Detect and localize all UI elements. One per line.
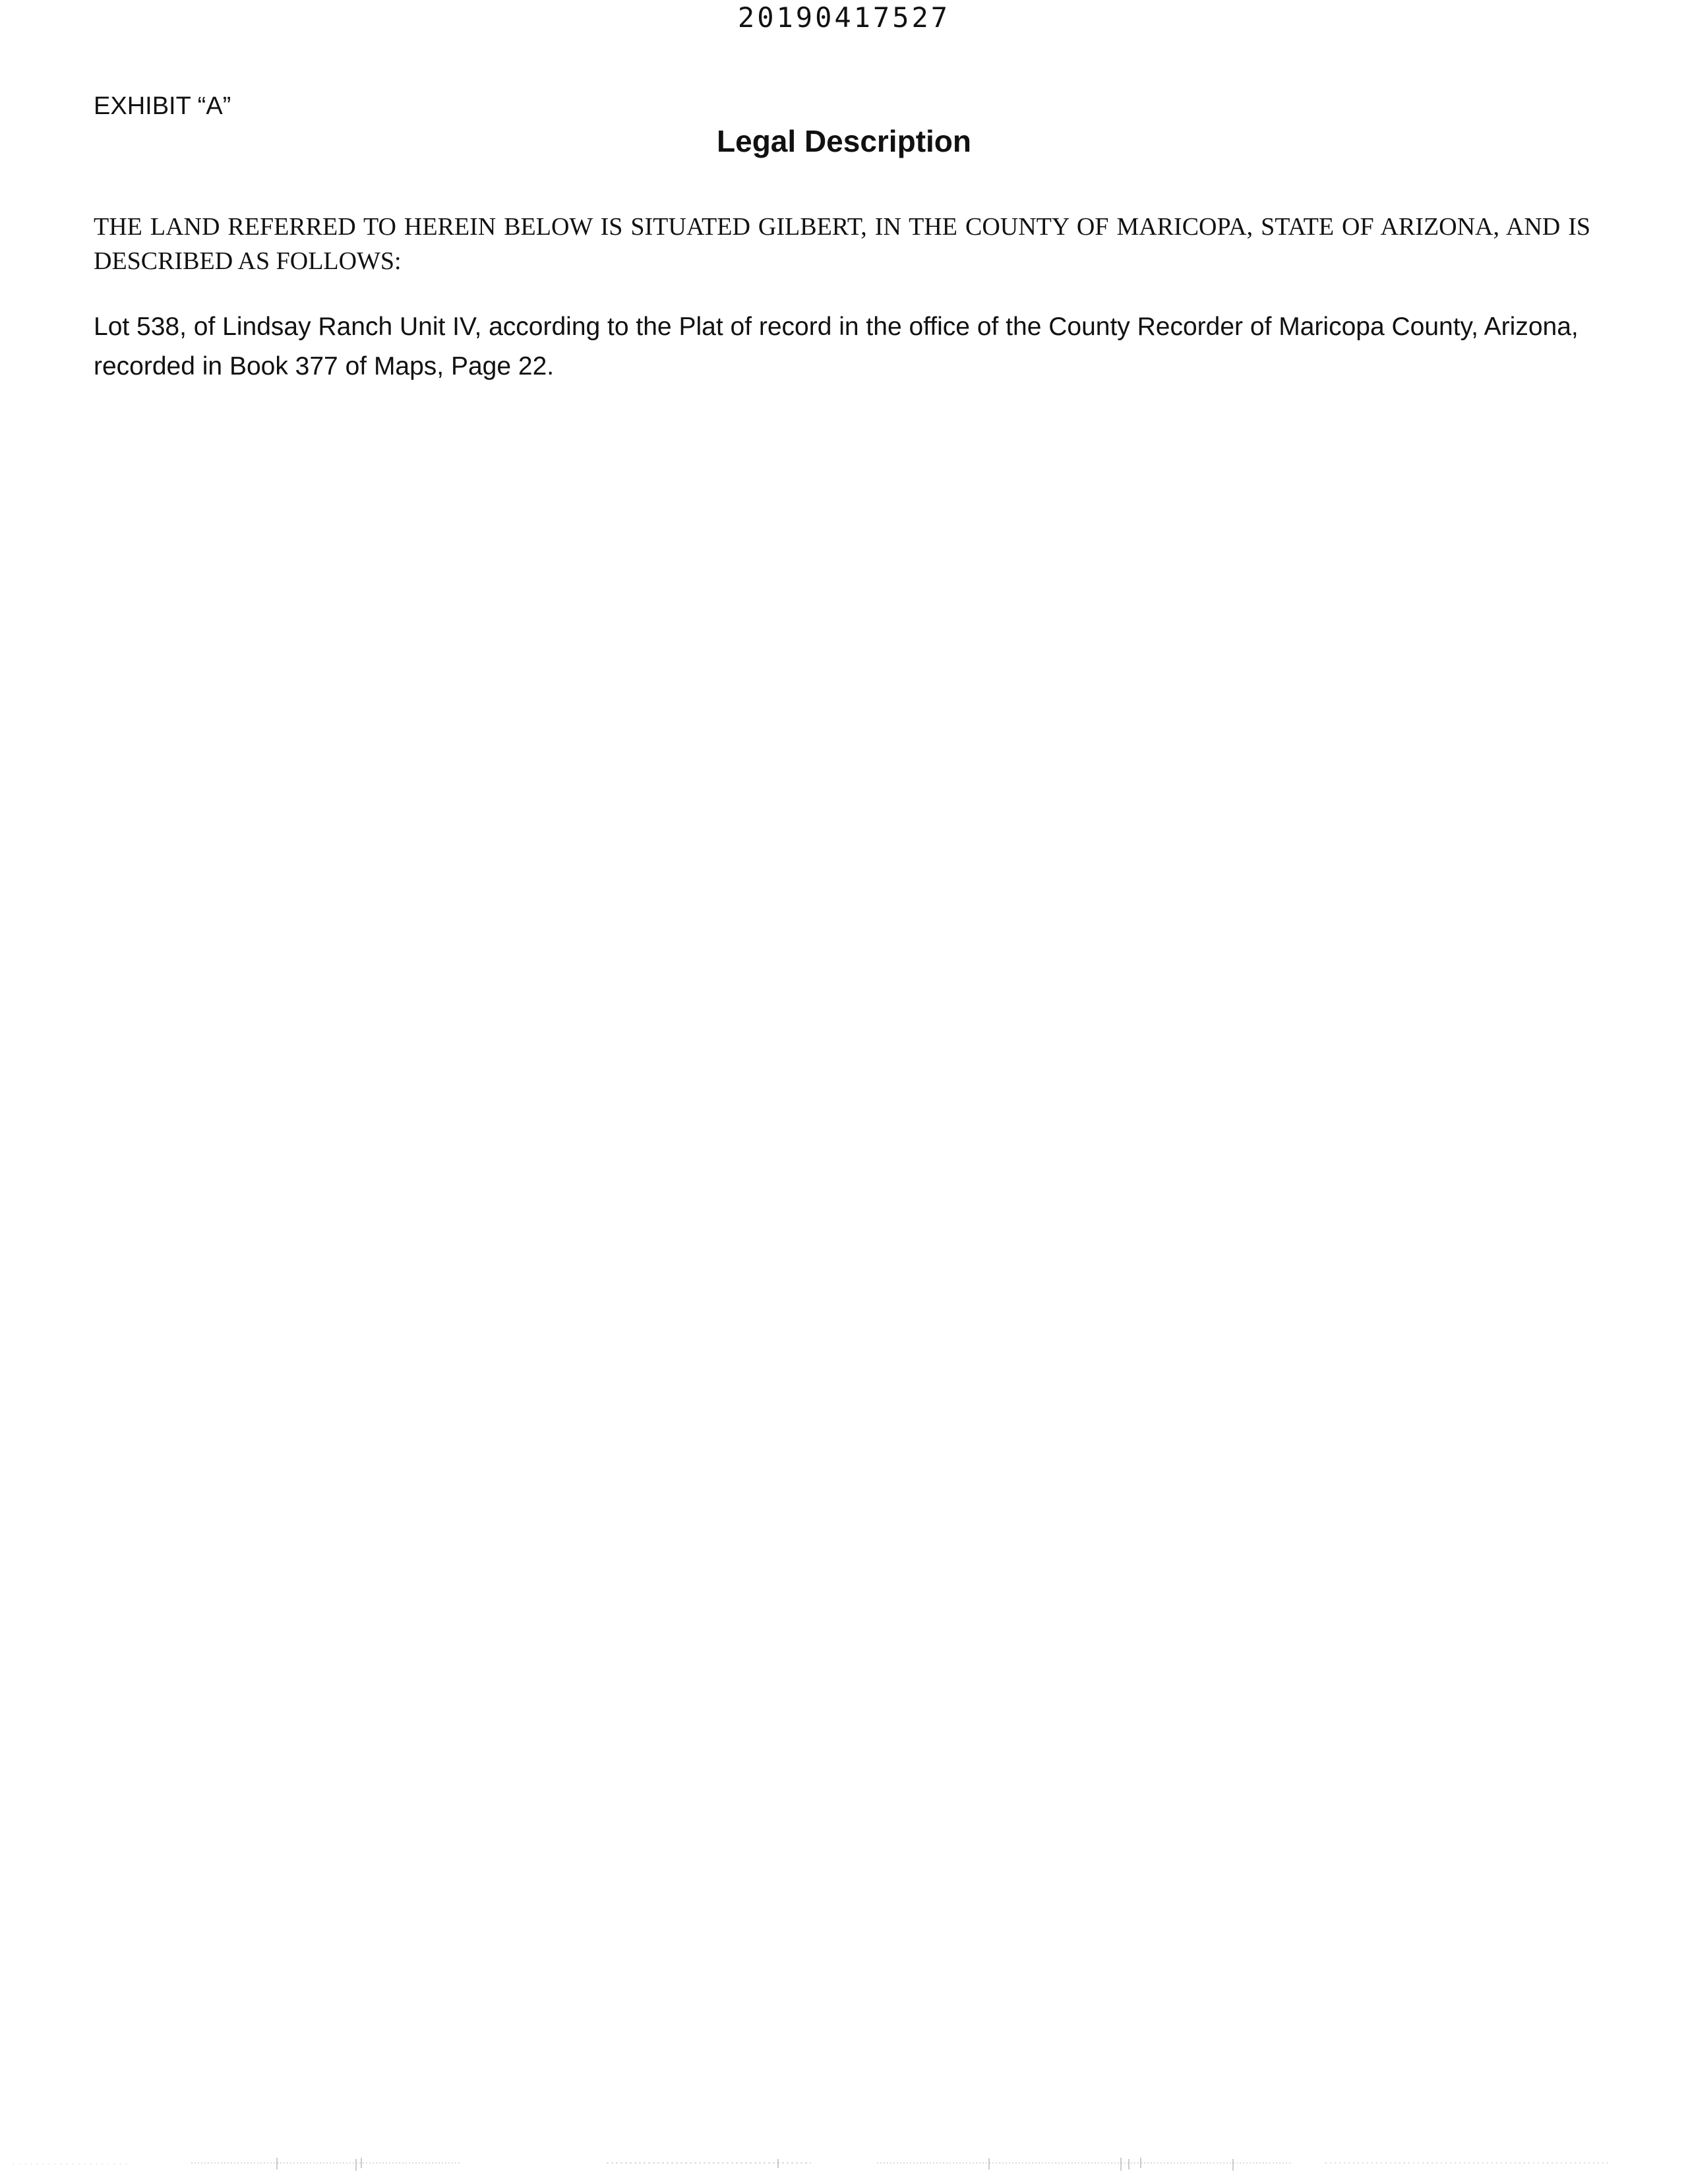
recording-number: 20190417527 bbox=[737, 1, 951, 34]
scan-artifact-line bbox=[0, 2155, 1688, 2175]
page-title: Legal Description bbox=[717, 124, 971, 158]
exhibit-label: EXHIBIT “A” bbox=[94, 92, 231, 120]
legal-description-paragraph: Lot 538, of Lindsay Ranch Unit IV, according to the Plat of record in the office of the County Recorder of Maricopa County, Arizona, recorded in Book 377 of Maps, Page 22. bbox=[94, 313, 1579, 380]
preamble-paragraph: THE LAND REFERRED TO HEREIN BELOW IS SITUATED GILBERT, IN THE COUNTY OF MARICOPA, STATE OF ARIZONA, AND IS DESCRIBED AS FOLLOWS: bbox=[94, 213, 1590, 275]
